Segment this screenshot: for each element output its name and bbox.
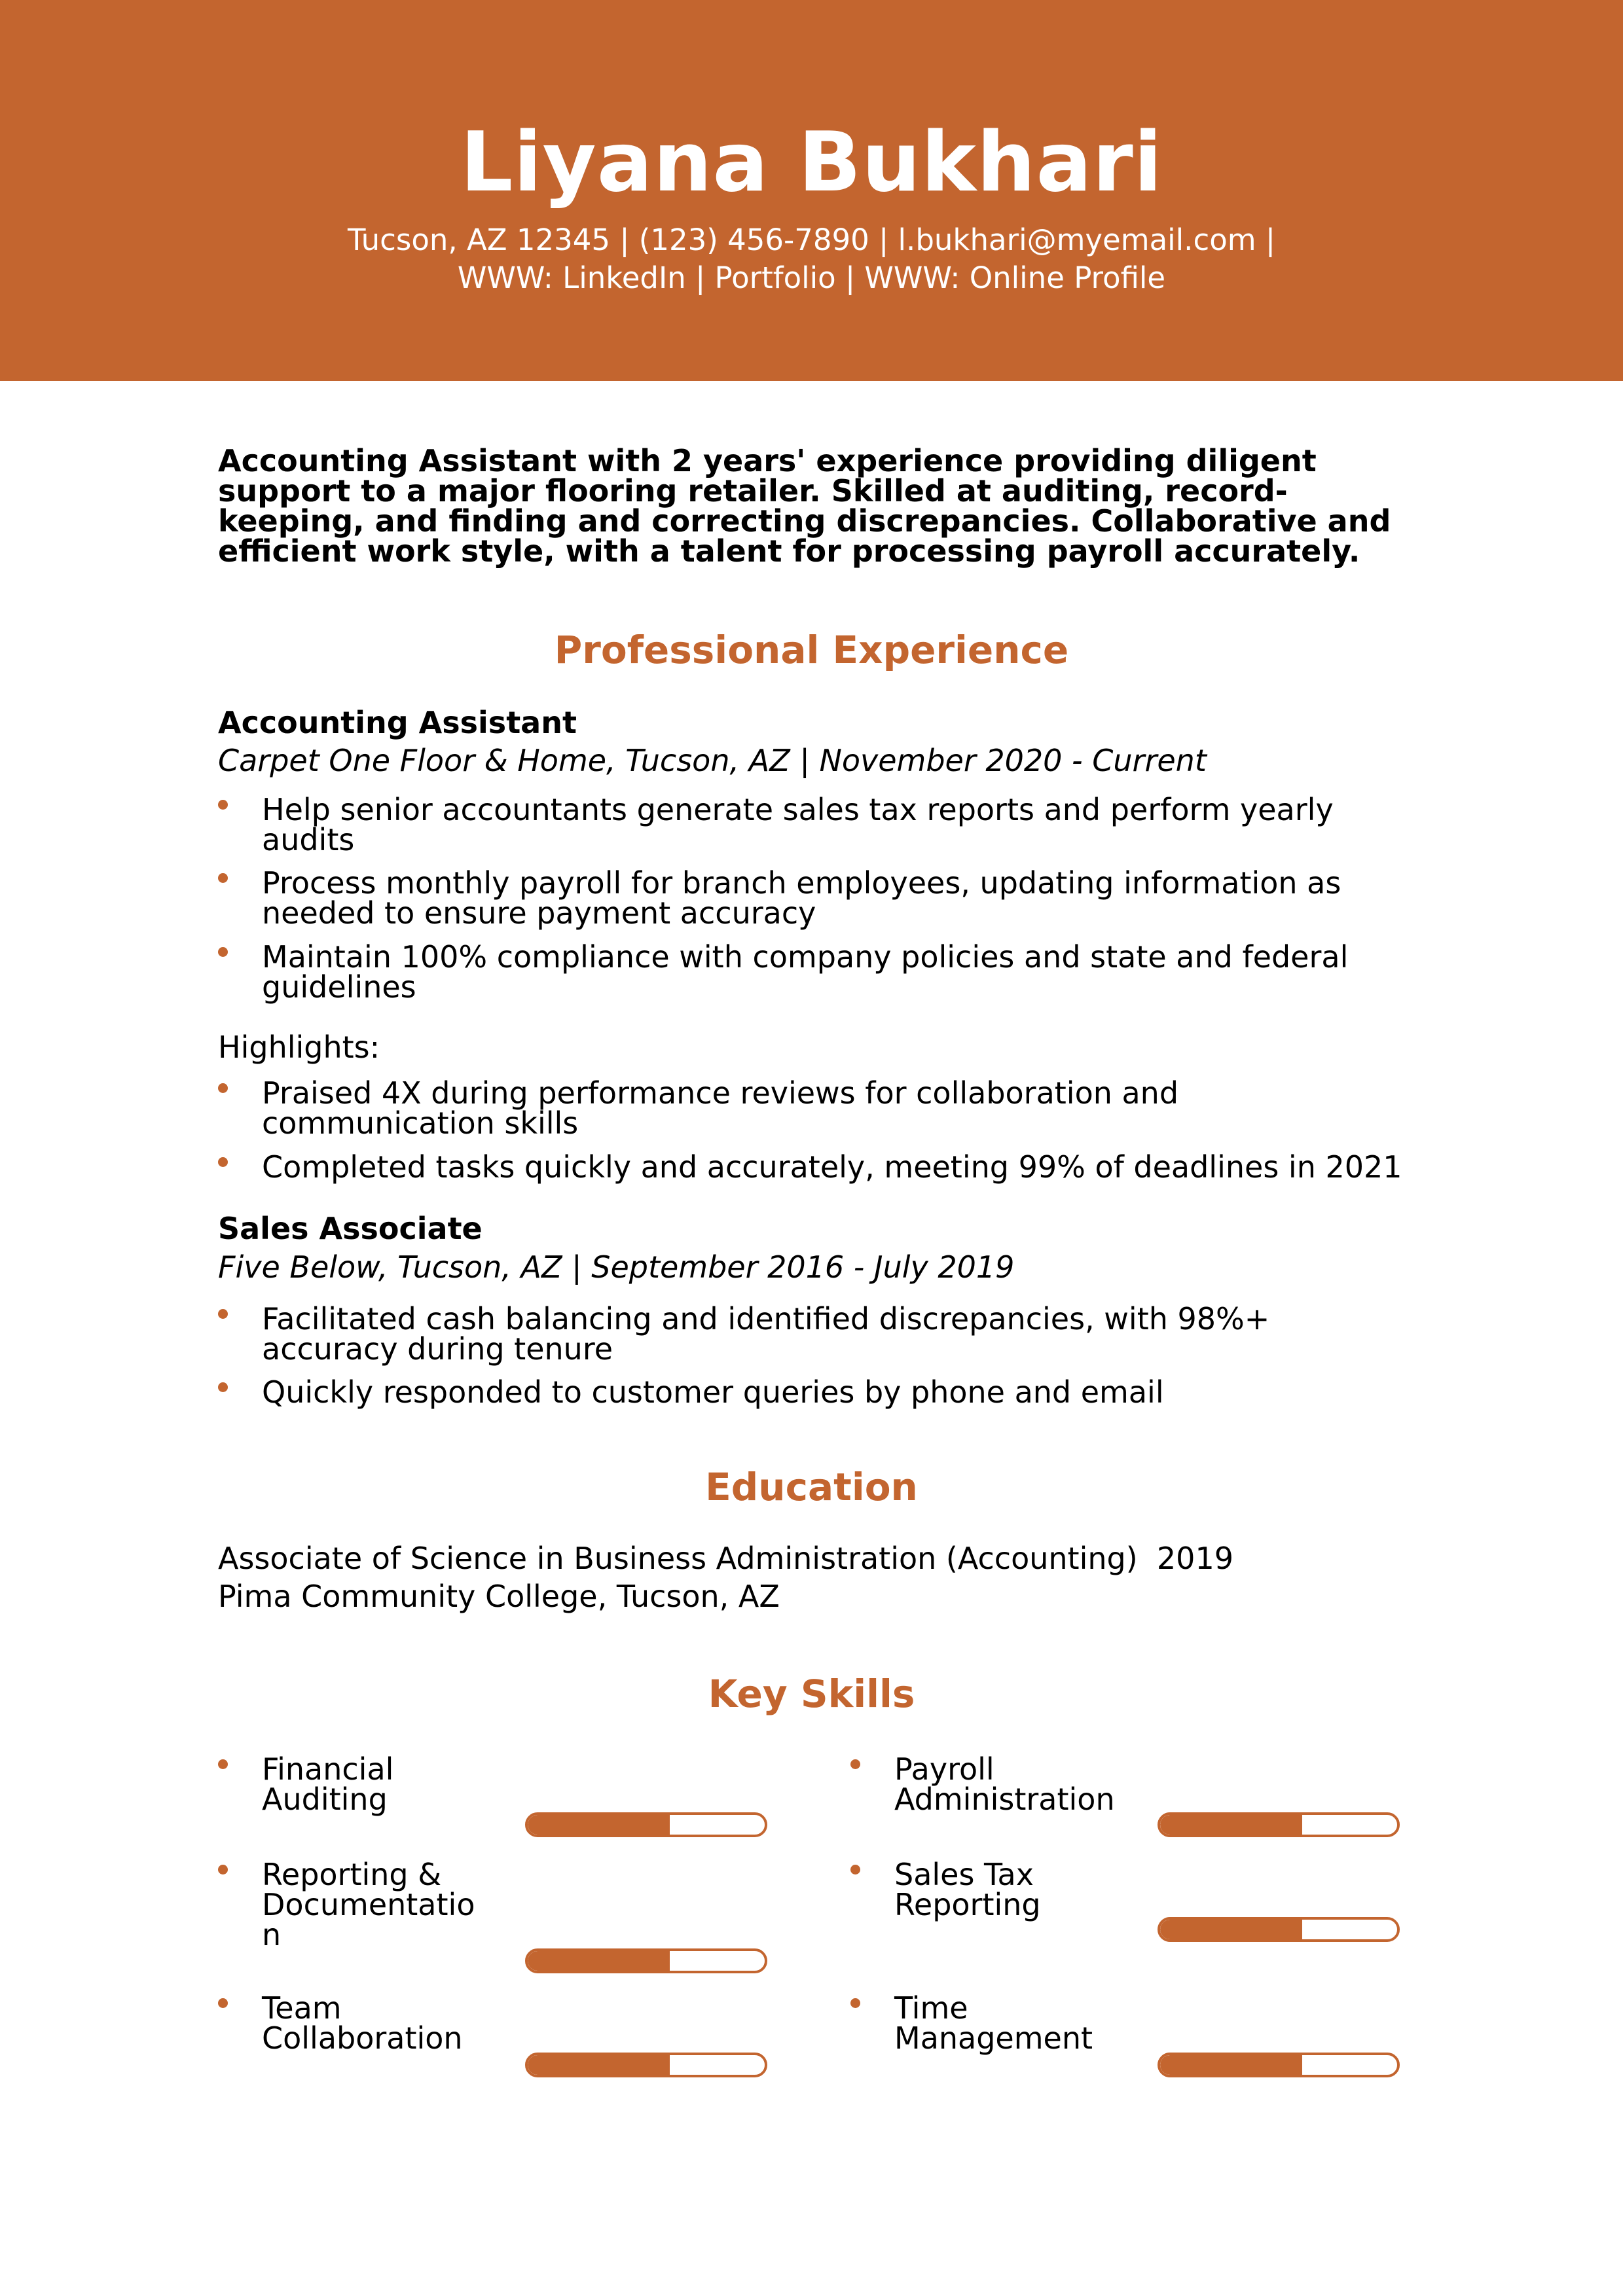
job-bullet: Facilitated cash balancing and identified discrepancies, with 98%+ accuracy during tenure [262, 1301, 1270, 1367]
bullet-icon [218, 873, 228, 883]
skill-level-fill [1160, 1815, 1302, 1835]
skills-heading: Key Skills [708, 1672, 915, 1716]
job-bullet: Process monthly payroll for branch employees, updating information as needed to ensure payment accuracy [262, 865, 1341, 931]
job-meta: Five Below, Tucson, AZ | September 2016 - July 2019 [218, 1249, 1015, 1285]
bullet-icon [218, 1083, 228, 1093]
bullet-icon [218, 800, 228, 810]
header-banner [0, 0, 1623, 381]
education-heading: Education [705, 1465, 918, 1509]
bullet-icon [850, 1998, 860, 2008]
bullet-icon [218, 1382, 228, 1392]
bullet-icon [218, 1998, 228, 2008]
skill-level-fill [1160, 1920, 1302, 1939]
skill-level-bar [1158, 2053, 1400, 2077]
bullet-icon [850, 1865, 860, 1874]
highlight-bullet: Praised 4X during performance reviews for collaboration and communication skills [262, 1075, 1179, 1141]
experience-heading: Professional Experience [554, 628, 1069, 672]
professional-summary: Accounting Assistant with 2 years' experience providing diligent support to a major flooring retailer. Skilled at auditing, record- keeping, and finding and correcting discrepancies. Collaborative and efficient work style, with a talent for processing payroll accurately. [218, 443, 1391, 569]
skill-label: Sales Tax Reporting [894, 1857, 1041, 1922]
skill-level-fill [528, 1951, 670, 1971]
skill-label: Financial Auditing [262, 1751, 394, 1817]
bullet-icon [218, 947, 228, 957]
skill-label: Payroll Administration [894, 1751, 1115, 1817]
bullet-icon [218, 1865, 228, 1874]
contact-line-1: Tucson, AZ 12345 | (123) 456-7890 | l.bukhari@myemail.com | [347, 223, 1276, 257]
degree-line: Associate of Science in Business Administration (Accounting) 2019 [218, 1541, 1233, 1576]
skill-level-bar [525, 1812, 767, 1837]
job-meta: Carpet One Floor & Home, Tucson, AZ | November 2020 - Current [218, 743, 1207, 778]
bullet-icon [218, 1157, 228, 1167]
bullet-icon [218, 1309, 228, 1319]
job-bullet: Help senior accountants generate sales tax reports and perform yearly audits [262, 792, 1334, 857]
job-bullet: Maintain 100% compliance with company policies and state and federal guidelines [262, 939, 1349, 1005]
candidate-name: Liyana Bukhari [460, 114, 1163, 210]
bullet-icon [218, 1759, 228, 1769]
skill-label: Time Management [894, 1990, 1093, 2056]
school-line: Pima Community College, Tucson, AZ [218, 1579, 780, 1614]
job-title: Accounting Assistant [218, 705, 577, 740]
skill-label: Reporting & Documentatio n [262, 1857, 475, 1952]
skill-level-bar [1158, 1812, 1400, 1837]
skill-level-bar [525, 2053, 767, 2077]
job-title: Sales Associate [218, 1211, 483, 1246]
job-bullet: Quickly responded to customer queries by phone and email [262, 1374, 1164, 1410]
skill-level-fill [528, 1815, 670, 1835]
skill-level-bar [1158, 1917, 1400, 1942]
highlights-label: Highlights: [218, 1030, 380, 1065]
skill-level-bar [525, 1948, 767, 1973]
highlight-bullet: Completed tasks quickly and accurately, meeting 99% of deadlines in 2021 [262, 1149, 1402, 1185]
skill-label: Team Collaboration [262, 1990, 463, 2056]
bullet-icon [850, 1759, 860, 1769]
skill-level-fill [528, 2055, 670, 2075]
skill-level-fill [1160, 2055, 1302, 2075]
contact-line-2: WWW: LinkedIn | Portfolio | WWW: Online Profile [457, 260, 1166, 295]
